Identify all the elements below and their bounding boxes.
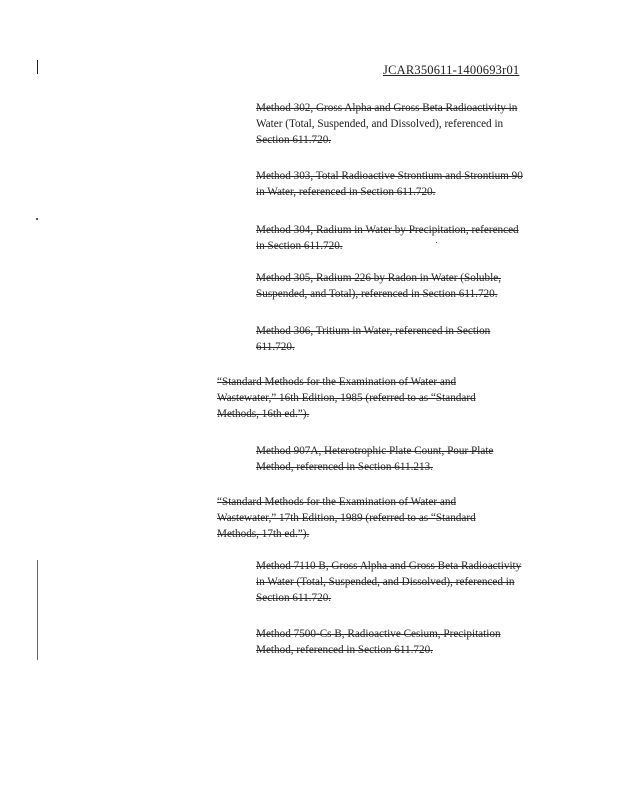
method-304-entry xyxy=(256,222,556,254)
method-304-line-1: Method 304, Radium in Water by Precipitation, referenced xyxy=(256,224,519,236)
method-304-line-2: in Section 611.720. xyxy=(256,240,343,252)
standard-methods-16th-line-2: Wastewater,” 16th Edition, 1985 (referred to as “Standard xyxy=(217,392,476,404)
standard-methods-17th-line-2: Wastewater,” 17th Edition, 1989 (referred to as “Standard xyxy=(217,512,476,524)
standard-methods-16th-line-3: Methods, 16th ed.”). xyxy=(217,408,310,420)
method-306-line-2: 611.720. xyxy=(256,341,295,353)
standard-methods-17th-line-1: “Standard Methods for the Examination of Water and xyxy=(217,496,457,508)
method-305-line-2: Suspended, and Total), referenced in Section 611.720. xyxy=(256,288,498,300)
method-302-line-2: Water (Total, Suspended, and Dissolved), referenced in xyxy=(256,118,504,130)
method-303-line-1: Method 303, Total Radioactive Strontium and Strontium 90 xyxy=(256,170,523,182)
method-305-line-1: Method 305, Radium 226 by Radon in Water (Soluble, xyxy=(256,272,501,284)
method-302-line-1: Method 302, Gross Alpha and Gross Beta Radioactivity in xyxy=(256,102,518,114)
margin-change-bar xyxy=(37,60,38,74)
method-306-line-1: Method 306, Tritium in Water, referenced in Section xyxy=(256,325,491,337)
method-306-entry xyxy=(256,323,556,355)
method-302-line-3: Section 611.720. xyxy=(256,134,332,146)
scan-speck xyxy=(36,218,38,220)
document-id: JCAR350611-1400693r01 xyxy=(383,63,520,77)
method-7500csb-line-1: Method 7500-Cs B, Radioactive Cesium, Precipitation xyxy=(256,628,501,640)
method-7110b-line-1: Method 7110 B, Gross Alpha and Gross Beta Radioactivity xyxy=(256,560,522,572)
standard-methods-16th-entry xyxy=(217,374,517,422)
method-303-line-2: in Water, referenced in Section 611.720. xyxy=(256,186,436,198)
standard-methods-17th-entry xyxy=(217,494,517,542)
standard-methods-17th-line-3: Methods, 17th ed.”). xyxy=(217,528,310,540)
method-907a-entry xyxy=(256,443,556,475)
method-303-entry xyxy=(256,168,556,200)
margin-change-bar xyxy=(37,560,38,660)
method-907a-line-2: Method, referenced in Section 611.213. xyxy=(256,461,433,473)
standard-methods-16th-line-1: “Standard Methods for the Examination of Water and xyxy=(217,376,457,388)
method-7110b-entry xyxy=(256,558,556,606)
method-302-entry xyxy=(256,100,556,148)
method-7500csb-entry xyxy=(256,626,556,658)
method-305-entry xyxy=(256,270,556,302)
method-7110b-line-2: in Water (Total, Suspended, and Dissolved), referenced in xyxy=(256,576,515,588)
method-7500csb-line-2: Method, referenced in Section 611.720. xyxy=(256,644,433,656)
method-907a-line-1: Method 907A, Heterotrophic Plate Count, Pour Plate xyxy=(256,445,494,457)
method-7110b-line-3: Section 611.720. xyxy=(256,592,332,604)
